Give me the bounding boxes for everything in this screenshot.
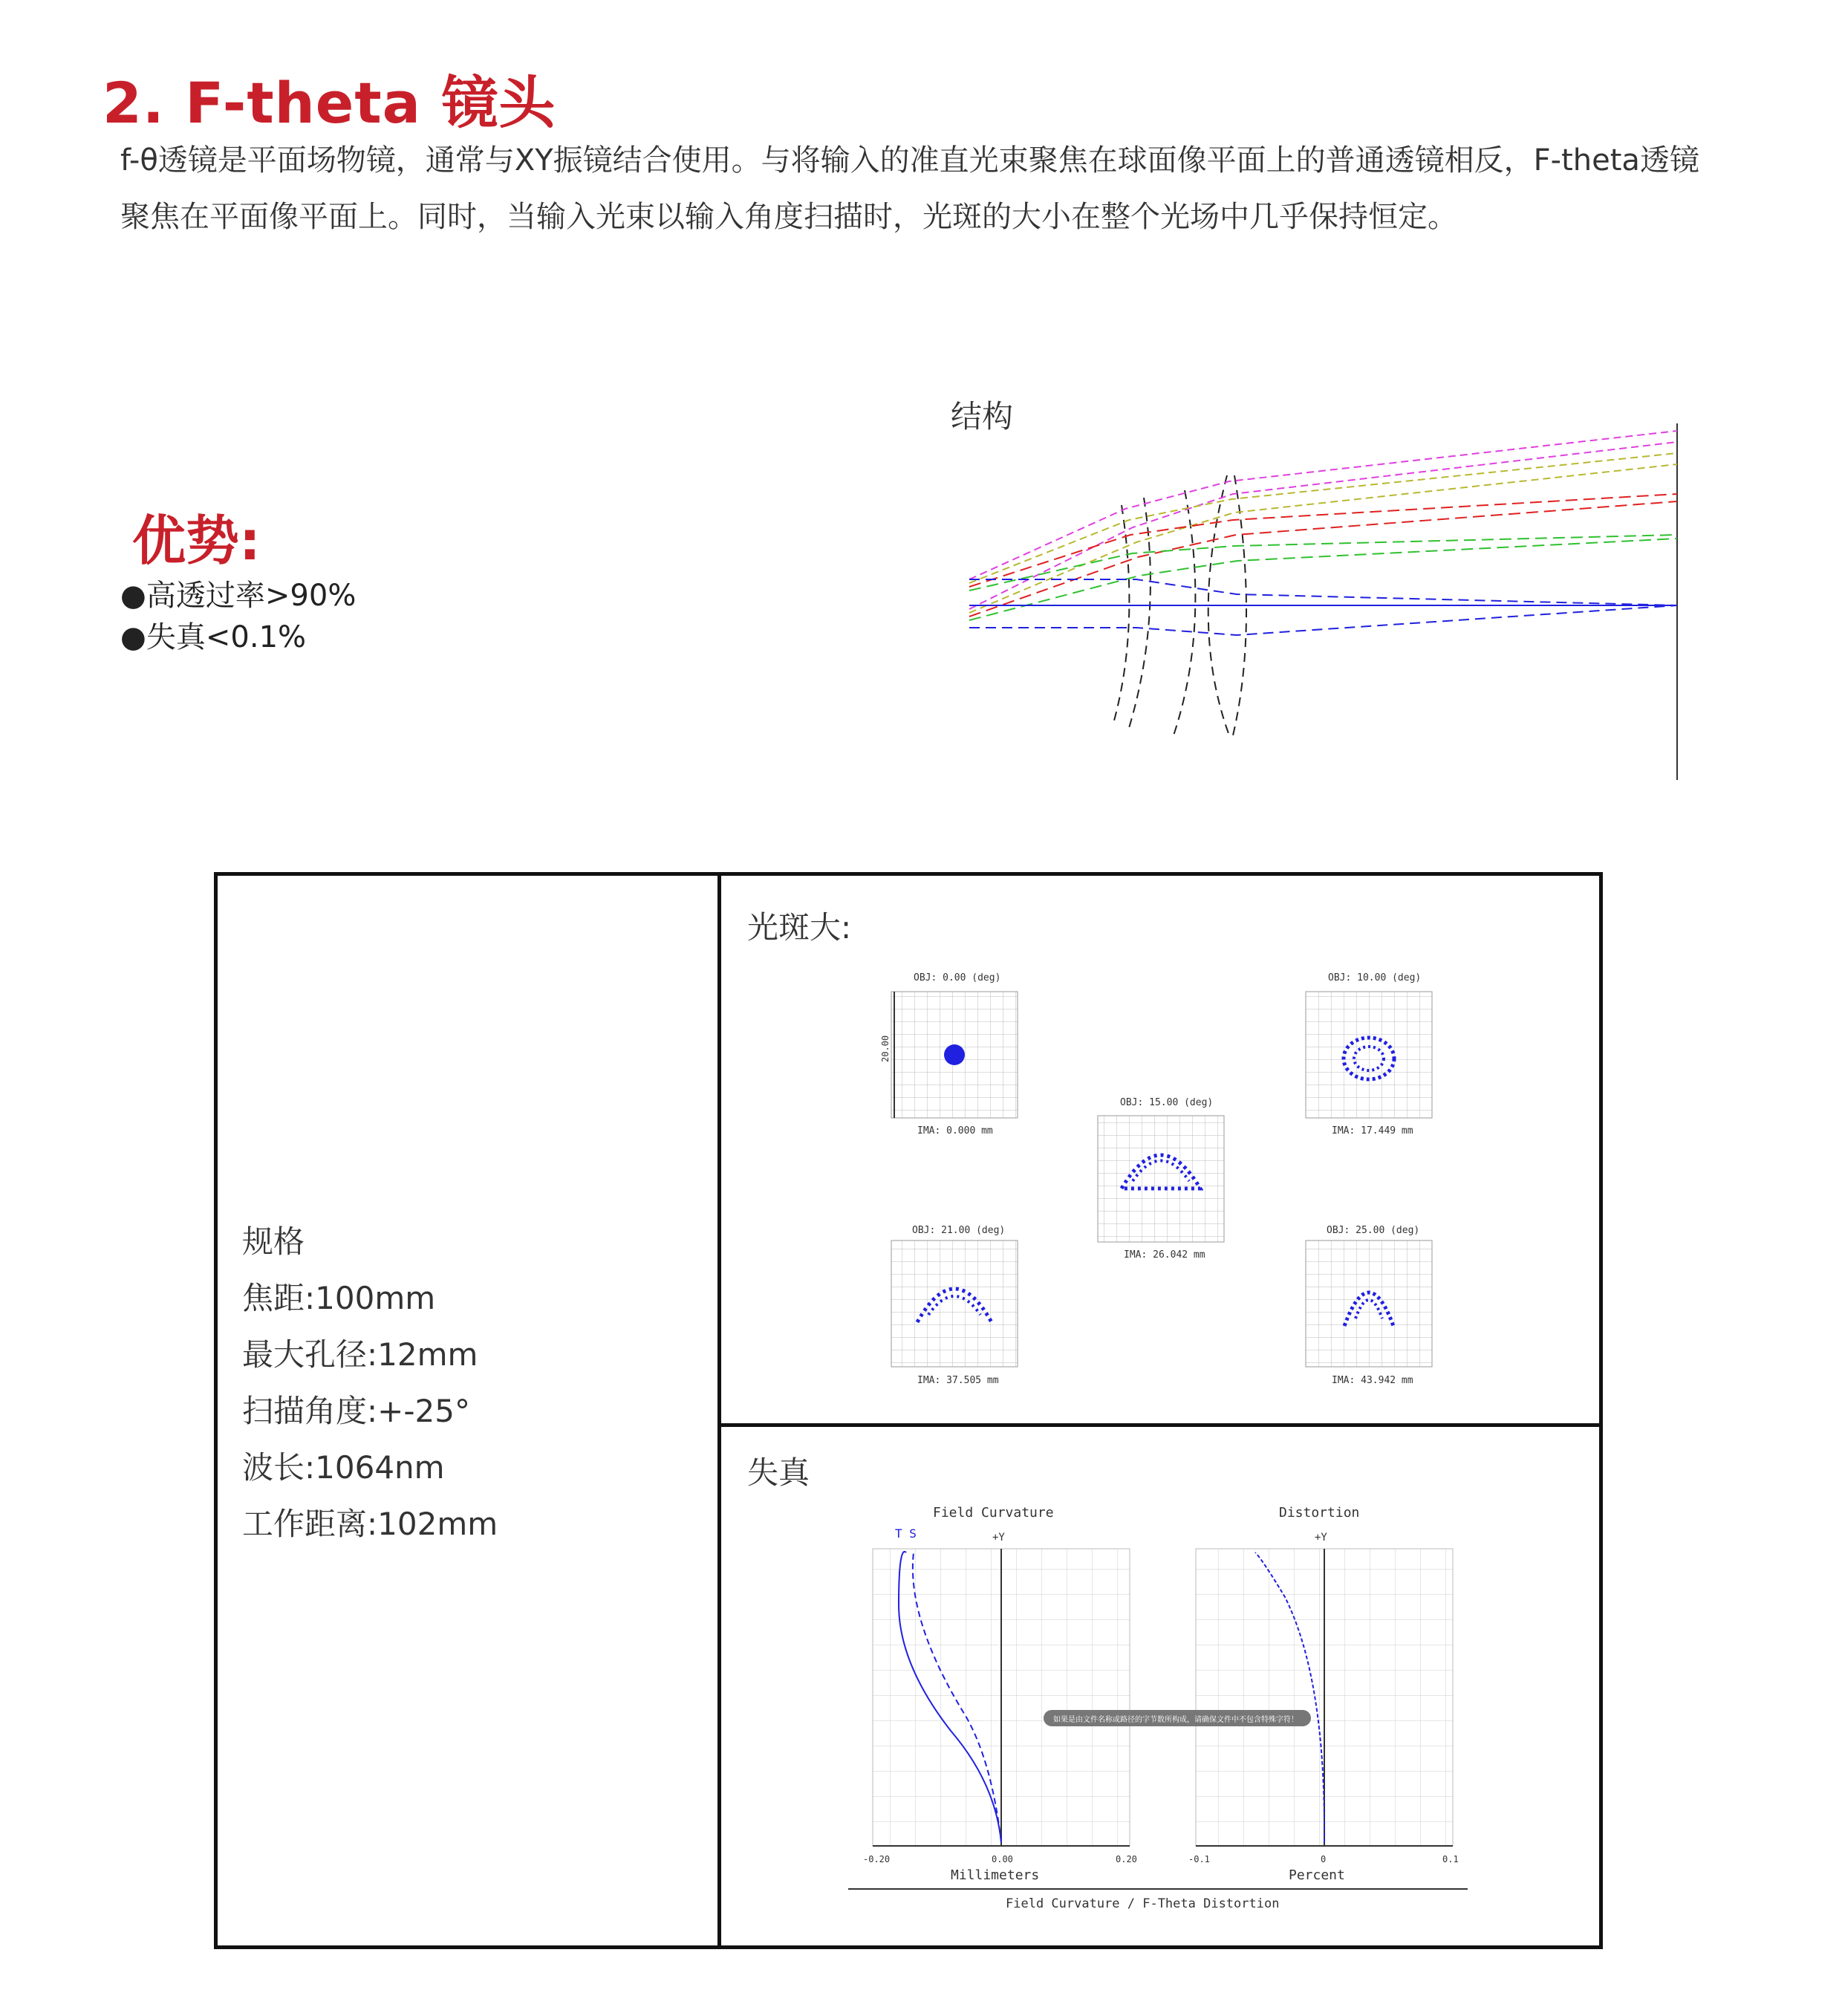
spot-diagram-5 [1306, 1225, 1432, 1386]
ray-bundle-magenta [969, 431, 1677, 609]
plot-caption: Field Curvature / F-Theta Distortion [1006, 1896, 1280, 1911]
spot-obj-label: OBJ: 21.00 (deg) [912, 1225, 1006, 1236]
d-tick: 0.1 [1442, 1854, 1459, 1864]
spot-ima-label: IMA: 43.942 mm [1332, 1375, 1413, 1386]
ray-bundle-olive [969, 453, 1677, 613]
spec-item-aperture: 最大孔径:12mm [242, 1336, 478, 1373]
structure-title: 结构 [951, 398, 1014, 435]
spec-list [242, 1214, 498, 1552]
spot-obj-label: OBJ: 25.00 (deg) [1327, 1225, 1420, 1236]
ray-bundle-green [969, 535, 1677, 620]
lens-structure-diagram [966, 423, 1693, 787]
spot-obj-label: OBJ: 0.00 (deg) [914, 972, 1001, 983]
spot-ima-label: IMA: 17.449 mm [1332, 1125, 1413, 1137]
spot-scale-label: 20.00 [880, 1035, 891, 1062]
spot-diagram-title: 光斑大: [747, 909, 852, 946]
spec-item-working-distance: 工作距离:102mm [242, 1506, 498, 1542]
fc-tick: 0.20 [1116, 1854, 1137, 1864]
d-title: Distortion [1279, 1505, 1360, 1521]
intro-paragraph: f-θ透镜是平面场物镜，通常与XY振镜结合使用。与将输入的准直光束聚焦在球面像平面上的普通透镜相反，F-theta透镜聚焦在平面像平面上。同时，当输入光束以输入角度扫描时，光斑的大小在整个光场中几乎保持恒定。 [120, 143, 1699, 234]
fc-tick: 0.00 [992, 1854, 1013, 1864]
spot-ima-label: IMA: 26.042 mm [1124, 1249, 1205, 1261]
advantages-title: 优势: [132, 510, 261, 572]
spot-diagram-1 [880, 972, 1018, 1137]
distortion-title: 失真 [747, 1454, 810, 1491]
d-tick: -0.1 [1188, 1854, 1210, 1864]
spot-obj-label: OBJ: 15.00 (deg) [1120, 1097, 1214, 1108]
spot-obj-label: OBJ: 10.00 (deg) [1328, 972, 1422, 983]
overlay-toast-text: 如果是由文件名称或路径的字节数所构成，请确保文件中不包含特殊字符！ [1053, 1716, 1298, 1724]
advantage-item: ●高透过率>90% [120, 579, 357, 613]
lens-element-1 [1114, 505, 1129, 721]
d-xlabel: Percent [1289, 1867, 1345, 1883]
spot-ima-label: IMA: 0.000 mm [917, 1125, 993, 1137]
spec-heading: 规格 [242, 1223, 305, 1260]
spot-diagram-4 [891, 1225, 1018, 1386]
fc-tick: -0.20 [863, 1854, 891, 1864]
d-tick: 0 [1321, 1854, 1327, 1864]
table-divider-horizontal [717, 1423, 1603, 1427]
distortion-plot [1188, 1505, 1459, 1883]
fc-plus-y: +Y [992, 1532, 1005, 1544]
spec-item-scan-angle: 扫描角度:+-25° [242, 1393, 470, 1429]
field-curvature-distortion-plot [839, 1493, 1493, 1924]
spec-item-focal-length: 焦距:100mm [242, 1280, 436, 1316]
advantage-item: ●失真<0.1% [120, 620, 307, 654]
spot-diagrams [876, 958, 1463, 1396]
spot-diagram-3 [1098, 1097, 1224, 1261]
spec-item-wavelength: 波长:1064nm [242, 1449, 445, 1486]
d-plus-y: +Y [1315, 1532, 1327, 1544]
table-divider-vertical [717, 872, 721, 1949]
fc-title: Field Curvature [933, 1505, 1054, 1521]
ts-label: T S [895, 1526, 917, 1541]
fc-xlabel: Millimeters [951, 1867, 1040, 1883]
section-title: 2. F-theta 镜头 [102, 70, 556, 136]
field-curvature-plot [863, 1505, 1137, 1883]
ray-bundle-blue [969, 579, 1677, 635]
spot-diagram-2 [1306, 972, 1432, 1137]
spot-ima-label: IMA: 37.505 mm [917, 1375, 999, 1386]
